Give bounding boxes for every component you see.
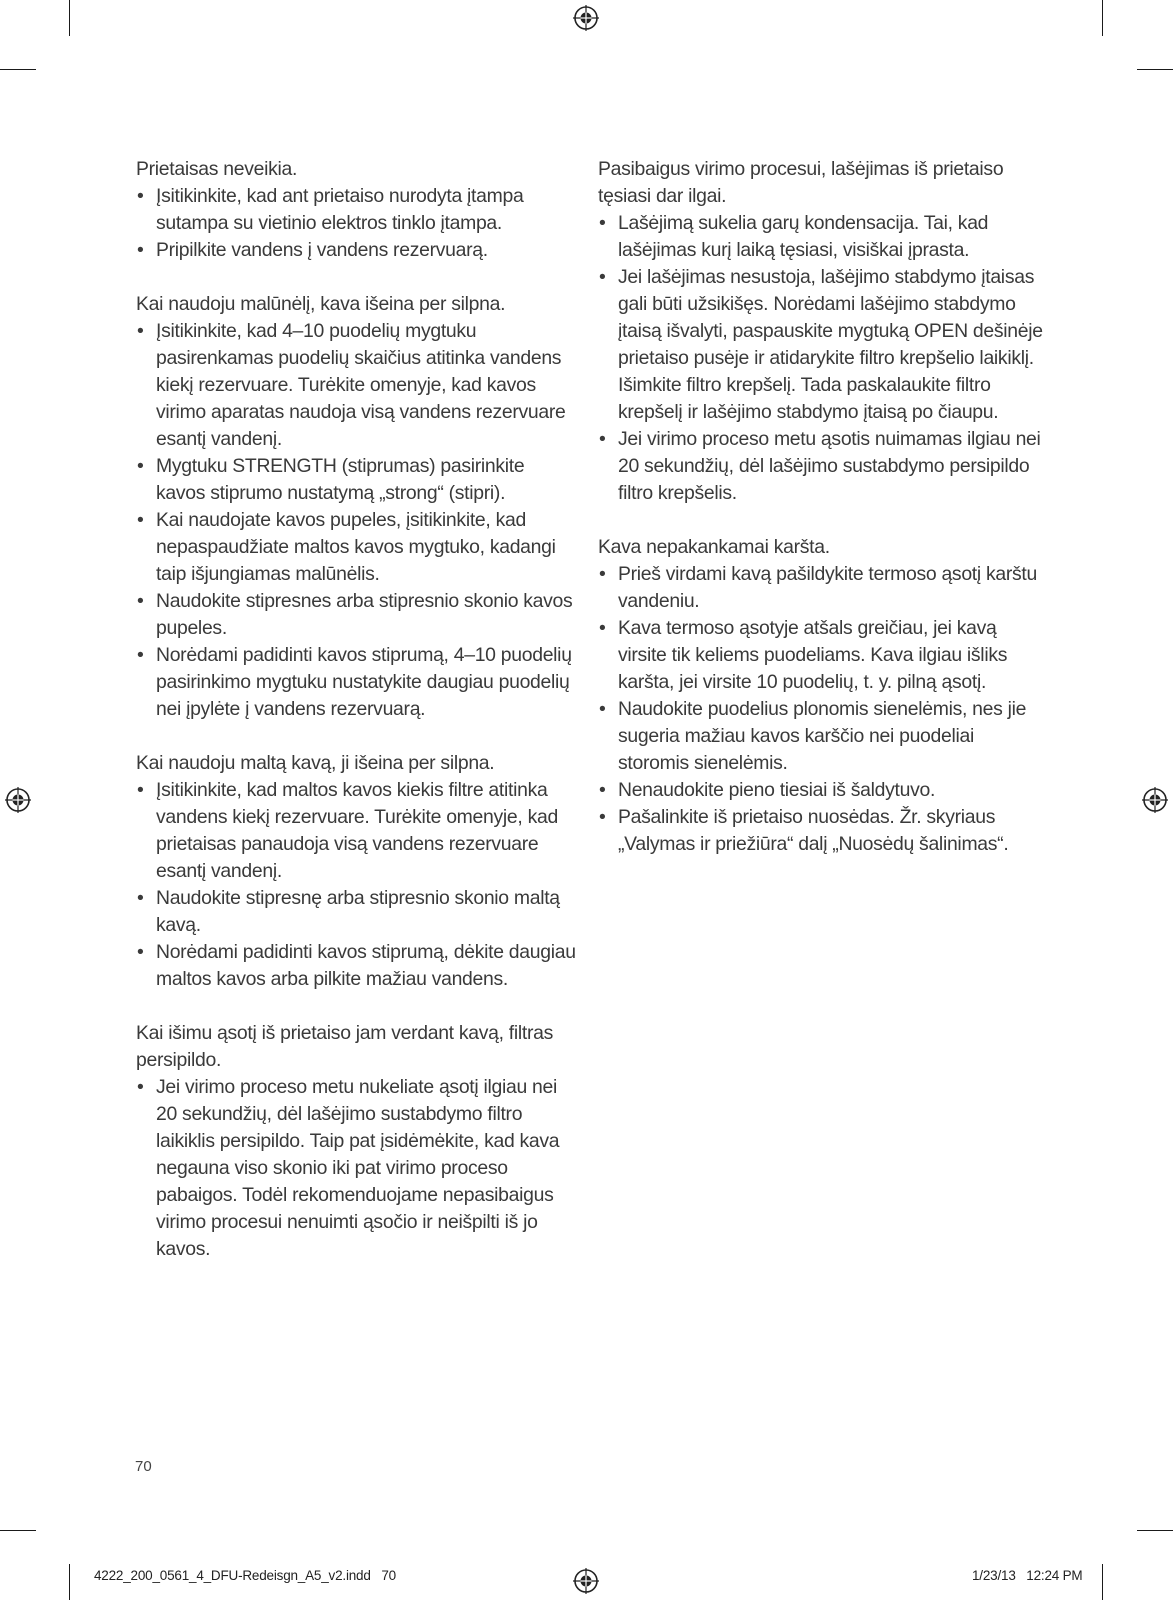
- troubleshooting-section: [598, 534, 1043, 858]
- print-slug-filename: 4222_200_0561_4_DFU-Redeisgn_A5_v2.indd 70: [94, 1568, 396, 1583]
- solution-list: [136, 777, 576, 993]
- solution-item: • Naudokite stipresnes arba stipresnio skonio kavos pupeles.: [136, 588, 576, 642]
- registration-mark-icon: [573, 1568, 599, 1594]
- solution-item: • Įsitikinkite, kad ant prietaiso nurodyta įtampa sutampa su vietinio elektros tinklo įtampa.: [136, 183, 576, 237]
- solution-item: • Kai naudojate kavos pupeles, įsitikinkite, kad nepaspaudžiate maltos kavos mygtuko, kadangi taip išjungiamas malūnėlis.: [136, 507, 576, 588]
- page-number: 70: [135, 1458, 152, 1475]
- solution-item: • Įsitikinkite, kad 4–10 puodelių mygtuku pasirenkamas puodelių skaičius atitinka vandens kiekį rezervuare. Turėkite omenyje, kad kavos virimo aparatas naudoja visą vandens rezervuare esantį vandenį.: [136, 318, 576, 453]
- solution-item: • Prieš virdami kavą pašildykite termoso ąsotį karštu vandeniu.: [598, 561, 1043, 615]
- solution-item: • Nenaudokite pieno tiesiai iš šaldytuvo.: [598, 777, 1043, 804]
- solution-item: • Naudokite puodelius plonomis sienelėmis, nes jie sugeria mažiau kavos karščio nei puodeliai storomis sienelėmis.: [598, 696, 1043, 777]
- crop-mark: [1102, 0, 1103, 36]
- solution-item: • Pripilkite vandens į vandens rezervuarą.: [136, 237, 576, 264]
- solution-item: • Pašalinkite iš prietaiso nuosėdas. Žr. skyriaus „Valymas ir priežiūra“ dalį „Nuosėdų šalinimas“.: [598, 804, 1043, 858]
- registration-mark-icon: [5, 787, 31, 813]
- crop-mark: [1137, 1530, 1173, 1531]
- troubleshooting-section: [598, 156, 1043, 507]
- solution-list: [136, 1074, 576, 1263]
- problem-heading: Kava nepakankamai karšta.: [598, 536, 830, 558]
- crop-mark: [0, 69, 36, 70]
- crop-mark: [1137, 69, 1173, 70]
- solution-item: • Mygtuku STRENGTH (stiprumas) pasirinkite kavos stiprumo nustatymą „strong“ (stipri).: [136, 453, 576, 507]
- problem-heading: Prietaisas neveikia.: [136, 158, 298, 180]
- solution-list: [136, 183, 576, 264]
- problem-heading: Kai išimu ąsotį iš prietaiso jam verdant kavą, filtras persipildo.: [136, 1022, 554, 1071]
- solution-item: • Norėdami padidinti kavos stiprumą, 4–10 puodelių pasirinkimo mygtuku nustatykite daugiau puodelių nei įpylėte į vandens rezervuarą.: [136, 642, 576, 723]
- solution-item: • Naudokite stipresnę arba stipresnio skonio maltą kavą.: [136, 885, 576, 939]
- registration-mark-icon: [1142, 787, 1168, 813]
- crop-mark: [0, 1530, 36, 1531]
- solution-item: • Jei lašėjimas nesustoja, lašėjimo stabdymo įtaisas gali būti užsikišęs. Norėdami lašėjimo stabdymo įtaisą išvalyti, paspauskite mygtuką OPEN dešinėje prietaiso pusėje ir atidarykite filtro krepšelio laikiklį. Išimkite filtro krepšelį. Tada paskalaukite filtro krepšelį ir lašėjimo stabdymo įtaisą po čiaupu.: [598, 264, 1043, 426]
- solution-item: • Jei virimo proceso metu ąsotis nuimamas ilgiau nei 20 sekundžių, dėl lašėjimo sustabdymo persipildo filtro krepšelis.: [598, 426, 1043, 507]
- solution-item: • Jei virimo proceso metu nukeliate ąsotį ilgiau nei 20 sekundžių, dėl lašėjimo sustabdymo filtro laikiklis persipildo. Taip pat įsidėmėkite, kad kava negauna viso skonio iki pat virimo proceso pabaigos. Todėl rekomenduojame nepasibaigus virimo procesui nenuimti ąsočio ir neišpilti iš jo kavos.: [136, 1074, 576, 1263]
- problem-heading: Kai naudoju malūnėlį, kava išeina per silpna.: [136, 293, 506, 315]
- solution-list: [136, 318, 576, 723]
- solution-list: [598, 210, 1043, 507]
- crop-mark: [1102, 1564, 1103, 1600]
- print-slug-datetime: 1/23/13 12:24 PM: [972, 1568, 1083, 1583]
- solution-item: • Įsitikinkite, kad maltos kavos kiekis filtre atitinka vandens kiekį rezervuare. Turėkite omenyje, kad prietaisas panaudoja visą vandens rezervuare esantį vandenį.: [136, 777, 576, 885]
- troubleshooting-section: [136, 156, 576, 264]
- problem-heading: Kai naudoju maltą kavą, ji išeina per silpna.: [136, 752, 495, 774]
- solution-item: • Kava termoso ąsotyje atšals greičiau, jei kavą virsite tik keliems puodeliams. Kava ilgiau išliks karšta, jei virsite 10 puodelių, t. y. pilną ąsotį.: [598, 615, 1043, 696]
- crop-mark: [69, 1564, 70, 1600]
- troubleshooting-section: [136, 1020, 576, 1263]
- registration-mark-icon: [573, 5, 599, 31]
- troubleshooting-section: [136, 750, 576, 993]
- troubleshooting-section: [136, 291, 576, 723]
- left-column: [136, 156, 576, 1290]
- right-column: [598, 156, 1043, 885]
- solution-list: [598, 561, 1043, 858]
- problem-heading: Pasibaigus virimo procesui, lašėjimas iš prietaiso tęsiasi dar ilgai.: [598, 158, 1004, 207]
- solution-item: • Norėdami padidinti kavos stiprumą, dėkite daugiau maltos kavos arba pilkite mažiau vandens.: [136, 939, 576, 993]
- crop-mark: [69, 0, 70, 36]
- solution-item: • Lašėjimą sukelia garų kondensacija. Tai, kad lašėjimas kurį laiką tęsiasi, visiškai įprasta.: [598, 210, 1043, 264]
